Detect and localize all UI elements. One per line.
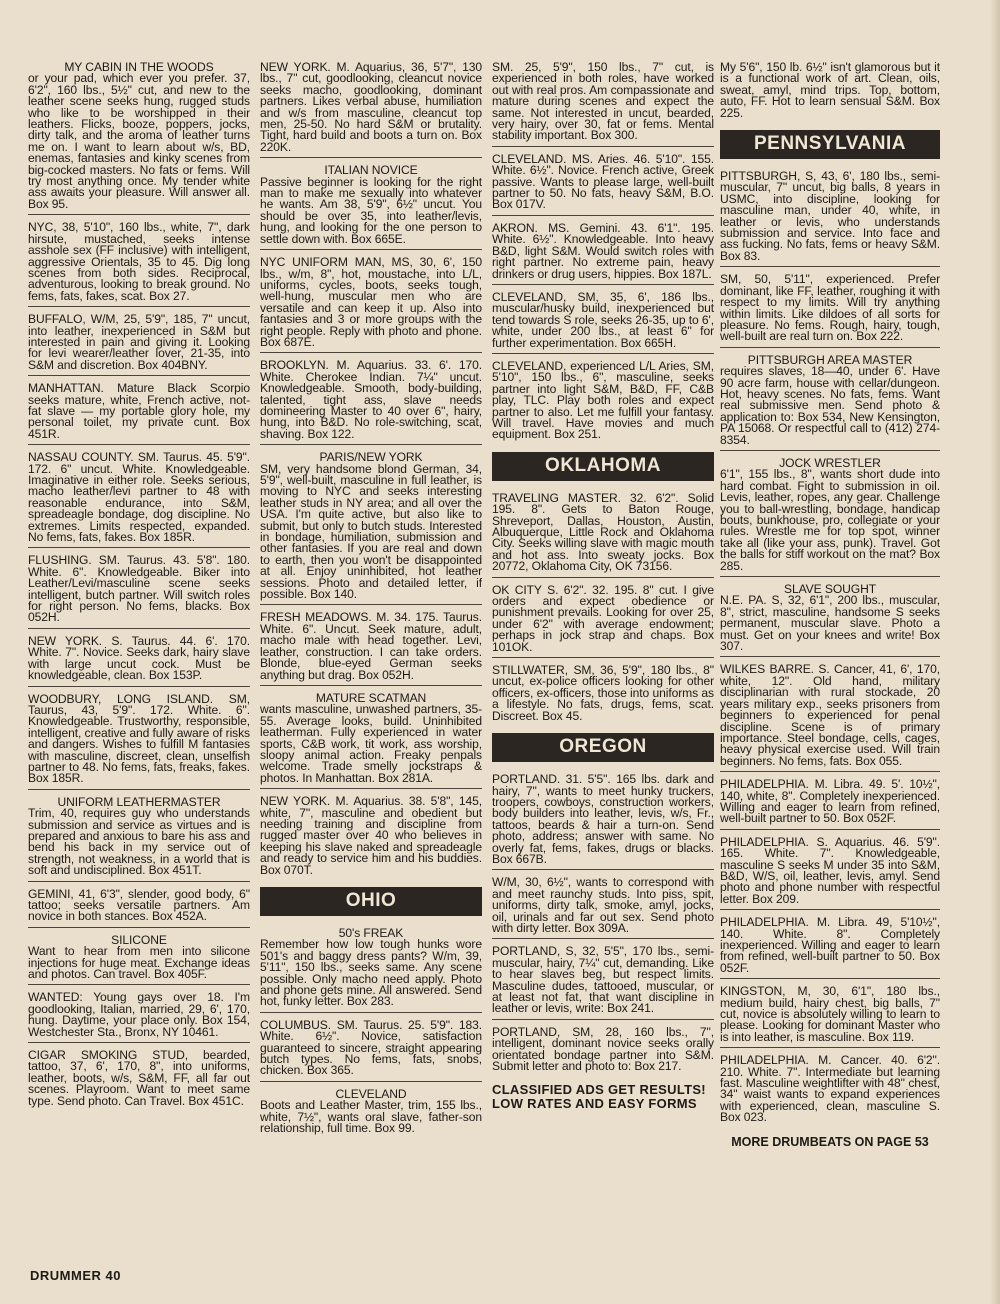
classified-ad bbox=[492, 151, 714, 216]
classified-ad bbox=[28, 992, 250, 1043]
classified-ad bbox=[492, 62, 714, 147]
classified-ad bbox=[720, 455, 940, 577]
classified-ad bbox=[28, 633, 250, 687]
ad-title: SLAVE SOUGHT bbox=[784, 582, 876, 597]
ad-body: 6'1", 155 lbs., 8", wants short dude into hard combat. Fight to submission in oil. Levis, leather, ropes, any gear. Challenge you to ball-wrestling, bondage, handicap bouts, bunkhouse, pro, collegiate or your rules. Wrestle me for top spot, winner take all (like your ass, punk). Travel. Got the balls for stiff workout on the mat? Box 285. bbox=[720, 467, 940, 573]
ad-body: TRAVELING MASTER. 32. 6'2". Solid 195. 8". Gets to Baton Rouge, Shreveport, Dallas, Houston, Austin, Albuquerque, Little Rock and Oklahoma City. Seeks willing slave with magic mouth and hot ass. Into sweaty jocks. Box 20772, Oklahoma City, OK 73156. bbox=[492, 490, 714, 574]
ad-title: 50's FREAK bbox=[338, 926, 404, 940]
classified-ad bbox=[492, 582, 714, 658]
classified-ad bbox=[492, 220, 714, 285]
classified-ad bbox=[260, 165, 482, 250]
continued-notice: MORE DRUMBEATS ON PAGE 53 bbox=[731, 1134, 929, 1149]
ad-title: PARIS/NEW YORK bbox=[319, 450, 423, 465]
classified-ad bbox=[260, 257, 482, 353]
classified-ad bbox=[720, 171, 940, 267]
ad-body: PHILADELPHIA. M. Cancer. 40. 6'2". 210. White. 7". Intermediate but learning fast. Masculine weightlifter with 48" chest, 34" waist wants to expand experiences with experienced, clean, masculine S. Box 023. bbox=[720, 1053, 940, 1125]
ad-title: CLEVELAND bbox=[335, 1086, 407, 1101]
classified-ad bbox=[492, 946, 714, 1019]
classified-ad bbox=[720, 779, 940, 830]
classified-ad bbox=[492, 877, 714, 939]
classified-ad bbox=[260, 796, 482, 880]
ad-body: COLUMBUS. SM. Taurus. 25. 5'9". 183. White. 6½". Novice, satisfaction guaranteed to sincere, straight appearing butch types. No fems, fats, snobs, chicken. Box 365. bbox=[260, 1017, 482, 1078]
ad-body: AKRON. MS. Gemini. 43. 6'1". 195. White. 6½". Knowledgeable. Into heavy B&D, light S&M. Would switch roles with right partner. No extreme pain, heavy drinkers or drug users, hippies. Box 187L. bbox=[492, 220, 714, 281]
ad-body: PORTLAND. 31. 5'5". 165 lbs. dark and hairy, 7", wants to meet hunky truckers, troopers, cowboys, construction workers, body builders into leather, levis, w/s, Fr., tattoos, beards & hair a turn-on. Send photo, address; answer with same. No overly fat, fems, fakes, drugs or blacks. Box 667B. bbox=[492, 772, 714, 866]
ad-body: requires slaves, 18—40, under 6'. Have 90 acre farm, house with cellar/dungeon. Hot, heavy scenes. No fats, fems. Want real submissive men. Send photo & application to: Box 534, New Kensington, PA 15068. Or respectful call to (412) 274-8354. bbox=[720, 364, 940, 447]
ad-body: SM. 25, 5'9", 150 lbs., 7" cut, is experienced in both roles, have worked out with real pros. Am compassionate and mature during scenes and expect the same. Not interested in uncut, bearded, very hairy, over 30, fat or fems. Mental stability important. Box 300. bbox=[492, 62, 714, 143]
classified-ad bbox=[260, 690, 482, 789]
section-banner: OHIO bbox=[260, 887, 482, 916]
classified-ad bbox=[28, 62, 250, 215]
classified-ad bbox=[260, 1017, 482, 1082]
classified-ad bbox=[260, 612, 482, 685]
classified-ad bbox=[260, 1086, 482, 1139]
ad-body: NYC, 38, 5'10", 160 lbs., white, 7", dark hirsute, mustached, seeks intense asshole sex (FF inclusive) with intelligent, aggressive Orientals, 35 to 45. Dig long scenes from both sides. Reciprocal, adventurous, looking to break ground. No fems, fats, fakes, scat. Box 27. bbox=[28, 220, 250, 303]
classified-ad bbox=[720, 1055, 940, 1127]
ad-body: CLEVELAND, SM, 35, 6', 186 lbs., muscular/husky build, inexperienced but tend towards S role, seeks 26-35, up to 6', white, under 200 lbs., at least 6" for further experimentation. Box 665H. bbox=[492, 289, 714, 350]
page-edge bbox=[990, 0, 1000, 1304]
ad-body: PORTLAND, SM, 28, 160 lbs., 7", intelligent, dominant novice seeks orally orientated bondage partner into S&M. Submit letter and photo to: Box 217. bbox=[492, 1024, 714, 1074]
column-1 bbox=[28, 62, 250, 1252]
ad-body: Remember how low tough hunks wore 501's and baggy dress pants? W/m, 39, 5'11", 150 lbs., seeks same. Any scene possible. Only macho need apply. Photo and phone gets mine. All answered. Send hot, funky letter. Box 283. bbox=[260, 937, 482, 1009]
classified-ad bbox=[720, 352, 940, 451]
classified-ad bbox=[28, 452, 250, 548]
ad-body: WILKES BARRE. S. Cancer, 41, 6', 170, white, 12". Old hand, military disciplinarian with rural stockade, 20 years military exp., seeks prisoners from beginners to experienced for penal discipline. Scene is of primary importance. Steel bondage, cells, cages, heavy physical exercise used. Will train beginners. No fems, fats. Box 055. bbox=[720, 662, 940, 768]
classified-ad bbox=[492, 1024, 714, 1077]
ad-title: MY CABIN IN THE WOODS bbox=[64, 62, 214, 74]
classified-ad bbox=[492, 490, 714, 578]
ad-body: Boots and Leather Master, trim, 155 lbs., white, 7½", wants oral slave, father-son relationship, full time. Box 99. bbox=[260, 1098, 482, 1136]
ad-title: ITALIAN NOVICE bbox=[324, 163, 418, 178]
classified-ad bbox=[260, 62, 482, 158]
classified-ad bbox=[28, 886, 250, 928]
ad-body: Passive beginner is looking for the right man to make me sexually into whatever he wants. Am 38, 5'9", 6½" uncut. You should be over 35, into leather/levis, hung, and looking for the one person to settle down with. Box 665E. bbox=[260, 174, 482, 246]
classified-ad bbox=[720, 664, 940, 772]
ad-body: FLUSHING. SM. Taurus. 43. 5'8". 180. White. 6". Knowledgeable. Biker into Leather/Levi/masculine scene seeks intelligent, butch partner. Will switch roles for right person. No fems, blacks. Box 052H. bbox=[28, 553, 250, 625]
classified-ad bbox=[720, 62, 940, 123]
ad-body: KINGSTON, M, 30, 6'1", 180 lbs., medium build, hairy chest, big balls, 7" cut, novice is absolutely willing to learn to please. Looking for dominant Master who is into leather, is masculine. Box 119. bbox=[720, 984, 940, 1044]
ad-body: NEW YORK. M. Aquarius. 38. 5'8", 145, white, 7", masculine and obedient but needing training and discipline from rugged master over 40 who believes in keeping his slave naked and spreadeagle and ready to service him and his buddies. Box 070T. bbox=[260, 794, 482, 877]
ad-body: wants masculine, unwashed partners, 35-55. Average looks, build. Uninhibited leatherman. Fully experienced in water sports, C&B work, tit work, ass worship, sloopy animal action. Freaky penpals welcome. Trade smelly jockstraps & photos. In Manhattan. Box 281A. bbox=[260, 702, 482, 785]
ad-title: UNIFORM LEATHERMASTER bbox=[57, 794, 221, 809]
ad-body: Trim, 40, requires guy who understands submission and service as virtues and is prepared and anxious to bare his ass and bend his back in my service out of strength, not weakness, in a world that is soft and undisciplined. Box 451T. bbox=[28, 806, 250, 878]
ad-body: MANHATTAN. Mature Black Scorpio seeks mature, white, French active, not-fat slave — my portable glory hole, my personal toilet, my private cunt. Box 451R. bbox=[28, 381, 250, 441]
classified-ad bbox=[28, 691, 250, 790]
ad-body: GEMINI, 41, 6'3", slender, good body, 6" tattoo; seeks versatile partners. Am novice in both stances. Box 452A. bbox=[28, 886, 250, 924]
classified-ad bbox=[28, 222, 250, 307]
classified-ad bbox=[28, 314, 250, 376]
column-2 bbox=[260, 62, 482, 1252]
ad-body: CIGAR SMOKING STUD, bearded, tattoo, 37, 6', 170, 8", into uniforms, leather, boots, w/s, S&M, FF, all far out scenes. Playroom. Want to meet same type. Send photo. Can Travel. Box 451C. bbox=[28, 1048, 250, 1108]
ad-body: OK CITY S. 6'2". 32. 195. 8" cut. I give orders and expect obedience or punishment prevails. Looking for over 25, under 6'2" with average endowment; perhaps in jock strap and chaps. Box 101OK. bbox=[492, 582, 714, 654]
ad-title: SILICONE bbox=[111, 932, 167, 947]
ad-body: PORTLAND, S, 32, 5'5", 170 lbs., semi-muscular, hairy, 7¼" cut, demanding. Like to hear slaves beg, but respect limits. Masculine dudes, tattooed, muscular, or at least not fat, that want discipline in leather or levis, write: Box 241. bbox=[492, 944, 714, 1016]
classified-ad bbox=[720, 274, 940, 347]
ad-body: NEW YORK. S. Taurus. 44. 6'. 170. White. 7". Novice. Seeks dark, hairy slave with large uncut cock. Must be knowledgeable, clean. Box 153P. bbox=[28, 633, 250, 683]
ad-body: BROOKLYN. M. Aquarius. 33. 6'. 170. White. Cherokee Indian. 7¼" uncut. Knowledgeable. Smooth, body-building, talented, tight ass, slave needs domineering Master to 40 over 6", hairy, hung, into B&D. No role-switching, scat, shaving. Box 122. bbox=[260, 358, 482, 441]
ad-body: W/M, 30, 6½", wants to correspond with and meet raunchy studs. Into piss, spit, uniforms, dirty talk, smoke, amyl, jocks, oil, urinals and far out sex. Send photo with dirty letter. Box 309A. bbox=[492, 875, 714, 935]
ad-body: CLEVELAND, experienced L/L Aries, SM, 5'10", 150 lbs., 6", masculine, seeks partner into light S&M, B&D, FF, C&B play, TLC. Play both roles and expect partner to also. Let me fulfill your fantasy. Will travel. Have movies and much equipment. Box 251. bbox=[492, 358, 714, 442]
classified-promo: CLASSIFIED ADS GET RESULTS! LOW RATES AND EASY FORMS bbox=[492, 1082, 706, 1112]
classified-ad bbox=[492, 358, 714, 445]
classified-ad bbox=[28, 555, 250, 628]
column-4 bbox=[720, 62, 940, 1252]
ad-body: STILLWATER, SM, 36, 5'9", 180 lbs., 8" uncut, ex-police officers looking for other officers, ex-officers, those into uniforms as a lifestyle. No fats, drugs, fems, scat. Discreet. Box 45. bbox=[492, 663, 714, 723]
classified-ad bbox=[492, 289, 714, 354]
ad-title: PITTSBURGH AREA MASTER bbox=[747, 352, 913, 367]
ad-title: JOCK WRESTLER bbox=[779, 455, 881, 470]
page-folio: DRUMMER 40 bbox=[30, 1268, 121, 1283]
classified-ad bbox=[28, 932, 250, 986]
classified-ad bbox=[28, 383, 250, 445]
classified-ad bbox=[492, 774, 714, 870]
ad-body: NEW YORK. M. Aquarius, 36, 5'7", 130 lbs., 7" cut, goodlooking, cleancut novice seeks macho, goodlooking, dominant partners. Likes verbal abuse, humiliation and w/s from masculine, cleancut top men, 25-50. No hard S&M or brutality. Tight, hard build and boots a turn on. Box 220K. bbox=[260, 62, 482, 154]
section-banner: OKLAHOMA bbox=[492, 452, 714, 481]
classified-ad bbox=[28, 1050, 250, 1111]
classified-ad bbox=[720, 986, 940, 1048]
ad-body: or your pad, which ever you prefer. 37, 6'2", 160 lbs., 5½" cut, and new to the leather scene seeks hung, rugged studs who like to be worshipped in their leathers. Flicks, booze, poppers, jocks, dirty talk, and the aroma of leather turns me on. I want to learn about w/s, BD, enemas, fantasies and kinky scenes from big-cocked masters. No fats or fems. Will try most anything once. My tender white ass awaits your pleasure. Will answer all. Box 95. bbox=[28, 71, 250, 211]
ad-body: BUFFALO, W/M, 25, 5'9", 185, 7" uncut, into leather, inexperienced in S&M but interested in pain and giving it. Looking for levi wearer/leather lover, 21-35, into S&M and discretion. Box 404BNY. bbox=[28, 312, 250, 372]
classified-ad bbox=[260, 360, 482, 445]
classified-ad bbox=[28, 794, 250, 882]
section-banner: OREGON bbox=[492, 733, 714, 762]
ad-body: Want to hear from men into silicone injections for huge meat. Exchange ideas and photos. Can travel. Box 405F. bbox=[28, 944, 250, 982]
ad-body: PITTSBURGH, S, 43, 6', 180 lbs., semi-muscular, 7" uncut, big balls, 8 years in USMC, into discipline, looking for masculine man, under 40, white, in leather or levis, who understands submission and service. Into face and ass fucking. No fats, fems or heavy S&M. Box 83. bbox=[720, 169, 940, 263]
ad-body: PHILADELPHIA. M. Libra. 49. 5'. 10½", 140, white, 8". Completely inexperienced. Willing and eager to learn from refined, well-built partner to 50. Box 052F. bbox=[720, 777, 940, 826]
column-3 bbox=[492, 62, 714, 1252]
ad-title: MATURE SCATMAN bbox=[315, 690, 427, 705]
ad-body: FRESH MEADOWS. M. 34. 175. Taurus. White. 6". Uncut. Seek mature, adult, macho male with head together. Levi, leather, construction. I can take orders. Blonde, blue-eyed German seeks anything but drag. Box 052H. bbox=[260, 610, 482, 682]
ad-body: SM, 50, 5'11", experienced. Prefer dominant, like FF, leather, roughing it with respect to my limits. Will try anything within limits. Like dildoes of all sorts for pleasure. No fems. Rough, hairy, tough, well-built are real turn on. Box 222. bbox=[720, 272, 940, 344]
ad-body: N.E. PA. S, 32, 6'1", 200 lbs., muscular, 8", strict, masculine, handsome S seeks permanent, muscular slave. Photo a must. Get on your knees and write! Box 307. bbox=[720, 593, 940, 654]
ad-body: My 5'6", 150 lb. 6½" isn't glamorous but it is a functional work of art. Clean, oils, sweat, amyl, mind trips. Top, bottom, auto, FF. Hot to learn sensual S&M. Box 225. bbox=[720, 62, 940, 120]
classified-ad bbox=[260, 452, 482, 605]
classified-ad bbox=[720, 584, 940, 657]
ad-body: CLEVELAND. MS. Aries. 46. 5'10". 155. White. 6½". Novice. French active, Greek passive. Wants to please large, well-built partner to 50. No fats, heavy S&M, B.O. Box 017V. bbox=[492, 151, 714, 212]
ad-body: WOODBURY, LONG ISLAND. SM, Taurus, 43, 5'9". 172. White. 6". Knowledgeable. Trustworthy, responsible, intelligent, creative and fully aware of risks and dangers. Wishes to fulfill M fantasies with masculine, discreet, clean, unselfish partner to 48. No fems, fats, freaks, fakes. Box 185R. bbox=[28, 691, 250, 786]
classified-ad bbox=[720, 834, 940, 910]
ad-body: PHILADELPHIA. S. Aquarius. 46. 5'9". 165. White. 7". Knowledgeable, masculine S seeks M under 35 into S&M, B&D, W/S, oil, leather, levis, amyl. Send photo and phone number with respectful letter. Box 209. bbox=[720, 834, 940, 906]
ad-body: PHILADELPHIA. M. Libra. 49, 5'10½", 140. White. 8". Completely inexperienced. Willing and eager to learn from refined, well-built partner to 50. Box 052F. bbox=[720, 915, 940, 975]
classified-ad bbox=[720, 917, 940, 979]
section-banner: PENNSYLVANIA bbox=[720, 130, 940, 159]
classifieds-page bbox=[28, 62, 1000, 1252]
ad-body: WANTED: Young gays over 18. I'm goodlooking, Italian, married, 29, 6', 170, hung. Daytime, your place only. Box 154, Westchester Sta., Bronx, NY 10461. bbox=[28, 990, 250, 1039]
classified-ad bbox=[492, 665, 714, 726]
classified-ad bbox=[260, 928, 482, 1013]
ad-body: SM, very handsome blond German, 34, 5'9", well-built, masculine in full leather, is moving to NYC and seeks interesting leather studs in NY area; and all over the USA. I'm quite active, but also like to submit, but only to butch studs. Interested in bondage, humiliation, submission and other fantasies. If you are real and down to earth, then you won't be disappointed at all. Enjoy uninhibited, hot leather sessions. Photo and detailed letter, if possible. Box 140. bbox=[260, 461, 482, 602]
ad-body: NYC UNIFORM MAN, MS, 30, 6', 150 lbs., w/m, 8", hot, moustache, into L/L, uniforms, cycles, boots, seeks tough, well-hung, muscular men who are versatile and can keep it up. Also into fantasies and 3 or more groups with the right people. Reply with photo and phone. Box 687E. bbox=[260, 255, 482, 349]
ad-body: NASSAU COUNTY. SM. Taurus. 45. 5'9". 172. 6" uncut. White. Knowledgeable. Imaginative in either role. Seeks serious, macho leather/levi partner to 48 with reasonable endurance, into S&M, spreadeagle bondage, dog discipline. No extremes. Limits respected, expanded. No fems, fats, fakes. Box 185R. bbox=[28, 450, 250, 545]
